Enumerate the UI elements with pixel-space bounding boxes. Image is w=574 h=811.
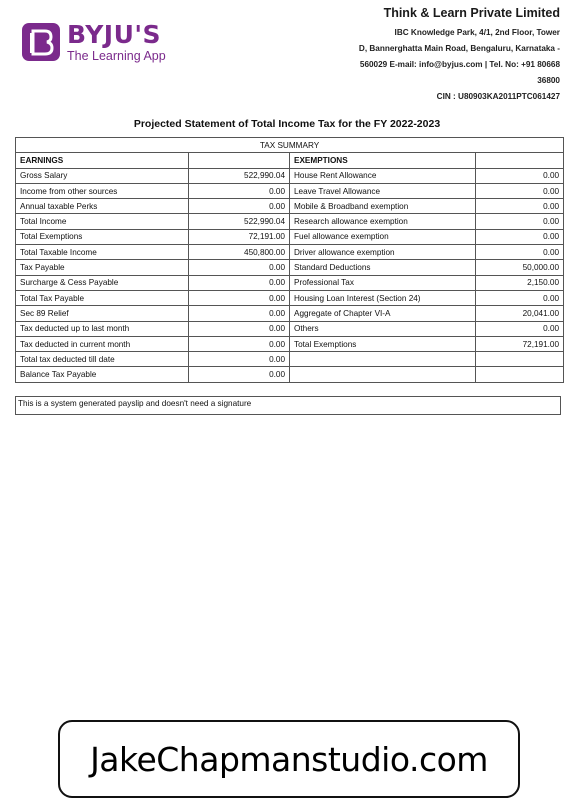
address-line: IBC Knowledge Park, 4/1, 2nd Floor, Tower bbox=[394, 28, 560, 37]
exemption-value: 0.00 bbox=[476, 214, 564, 229]
exemption-label: Fuel allowance exemption bbox=[290, 229, 476, 244]
exemption-label: Research allowance exemption bbox=[290, 214, 476, 229]
exemption-label: Standard Deductions bbox=[290, 260, 476, 275]
earning-value: 0.00 bbox=[189, 290, 290, 305]
exemption-value: 50,000.00 bbox=[476, 260, 564, 275]
earning-value: 450,800.00 bbox=[189, 245, 290, 260]
empty-cell bbox=[476, 153, 564, 168]
table-row bbox=[16, 183, 564, 198]
exemption-value: 0.00 bbox=[476, 321, 564, 336]
exemption-value: 0.00 bbox=[476, 290, 564, 305]
exemption-value: 2,150.00 bbox=[476, 275, 564, 290]
exemption-value: 0.00 bbox=[476, 183, 564, 198]
table-row bbox=[16, 367, 564, 382]
earning-label: Total Exemptions bbox=[16, 229, 189, 244]
table-row bbox=[16, 336, 564, 351]
exemption-label: Total Exemptions bbox=[290, 336, 476, 351]
company-info bbox=[260, 6, 560, 105]
address-line: D, Bannerghatta Main Road, Bengaluru, Karnataka - bbox=[358, 44, 560, 53]
earning-label: Sec 89 Relief bbox=[16, 306, 189, 321]
exemption-label bbox=[290, 352, 476, 367]
address-line: 36800 bbox=[537, 76, 560, 85]
table-row bbox=[16, 352, 564, 367]
exemption-label: Housing Loan Interest (Section 24) bbox=[290, 290, 476, 305]
earning-label: Tax Payable bbox=[16, 260, 189, 275]
earning-value: 0.00 bbox=[189, 336, 290, 351]
earning-label: Income from other sources bbox=[16, 183, 189, 198]
exemption-label: Aggregate of Chapter VI-A bbox=[290, 306, 476, 321]
earning-value: 0.00 bbox=[189, 321, 290, 336]
earning-label: Annual taxable Perks bbox=[16, 199, 189, 214]
empty-cell bbox=[189, 153, 290, 168]
earning-value: 0.00 bbox=[189, 352, 290, 367]
brand-tagline: The Learning App bbox=[67, 49, 166, 63]
earning-label: Total Taxable Income bbox=[16, 245, 189, 260]
table-row bbox=[16, 260, 564, 275]
tax-summary-table bbox=[15, 137, 564, 383]
earning-value: 0.00 bbox=[189, 306, 290, 321]
address-line: 560029 E-mail: info@byjus.com | Tel. No: +91 80668 bbox=[359, 60, 560, 69]
earning-value: 0.00 bbox=[189, 183, 290, 198]
byjus-logo-icon bbox=[22, 23, 60, 61]
exemption-value: 0.00 bbox=[476, 199, 564, 214]
table-row bbox=[16, 168, 564, 183]
table-row bbox=[16, 199, 564, 214]
earning-label: Total Income bbox=[16, 214, 189, 229]
table-row bbox=[16, 275, 564, 290]
exemption-value: 0.00 bbox=[476, 168, 564, 183]
earning-value: 0.00 bbox=[189, 275, 290, 290]
table-row bbox=[16, 229, 564, 244]
earning-value: 0.00 bbox=[189, 367, 290, 382]
earning-label: Tax deducted in current month bbox=[16, 336, 189, 351]
exemption-label: House Rent Allowance bbox=[290, 168, 476, 183]
earning-label: Balance Tax Payable bbox=[16, 367, 189, 382]
exemptions-header: EXEMPTIONS bbox=[290, 153, 476, 168]
earning-value: 72,191.00 bbox=[189, 229, 290, 244]
earning-label: Total tax deducted till date bbox=[16, 352, 189, 367]
earning-label: Total Tax Payable bbox=[16, 290, 189, 305]
page-title: Projected Statement of Total Income Tax for the FY 2022-2023 bbox=[133, 118, 441, 130]
company-name: Think & Learn Private Limited bbox=[383, 6, 560, 20]
exemption-label: Others bbox=[290, 321, 476, 336]
table-header-row bbox=[16, 153, 564, 168]
table-row bbox=[16, 245, 564, 260]
exemption-value: 20,041.00 bbox=[476, 306, 564, 321]
exemption-value bbox=[476, 352, 564, 367]
exemption-label bbox=[290, 367, 476, 382]
earning-value: 522,990.04 bbox=[189, 214, 290, 229]
table-row bbox=[16, 290, 564, 305]
earning-label: Tax deducted up to last month bbox=[16, 321, 189, 336]
earning-value: 0.00 bbox=[189, 199, 290, 214]
table-caption: TAX SUMMARY bbox=[16, 138, 564, 153]
system-note: This is a system generated payslip and doesn't need a signature bbox=[15, 396, 561, 415]
table-row bbox=[16, 321, 564, 336]
company-address bbox=[260, 25, 560, 105]
earning-label: Gross Salary bbox=[16, 168, 189, 183]
watermark-stamp: JakeChapmanstudio.com bbox=[58, 720, 520, 798]
table-row bbox=[16, 306, 564, 321]
cin-line: CIN : U80903KA2011PTC061427 bbox=[436, 92, 560, 101]
table-caption-row bbox=[16, 138, 564, 153]
earnings-header: EARNINGS bbox=[16, 153, 189, 168]
exemption-label: Leave Travel Allowance bbox=[290, 183, 476, 198]
exemption-label: Professional Tax bbox=[290, 275, 476, 290]
earning-value: 522,990.04 bbox=[189, 168, 290, 183]
exemption-value bbox=[476, 367, 564, 382]
earning-value: 0.00 bbox=[189, 260, 290, 275]
earning-label: Surcharge & Cess Payable bbox=[16, 275, 189, 290]
exemption-value: 0.00 bbox=[476, 229, 564, 244]
exemption-value: 72,191.00 bbox=[476, 336, 564, 351]
exemption-label: Mobile & Broadband exemption bbox=[290, 199, 476, 214]
table-row bbox=[16, 214, 564, 229]
exemption-value: 0.00 bbox=[476, 245, 564, 260]
brand-logo bbox=[22, 22, 166, 63]
brand-name: BYJU'S bbox=[67, 20, 162, 49]
exemption-label: Driver allowance exemption bbox=[290, 245, 476, 260]
